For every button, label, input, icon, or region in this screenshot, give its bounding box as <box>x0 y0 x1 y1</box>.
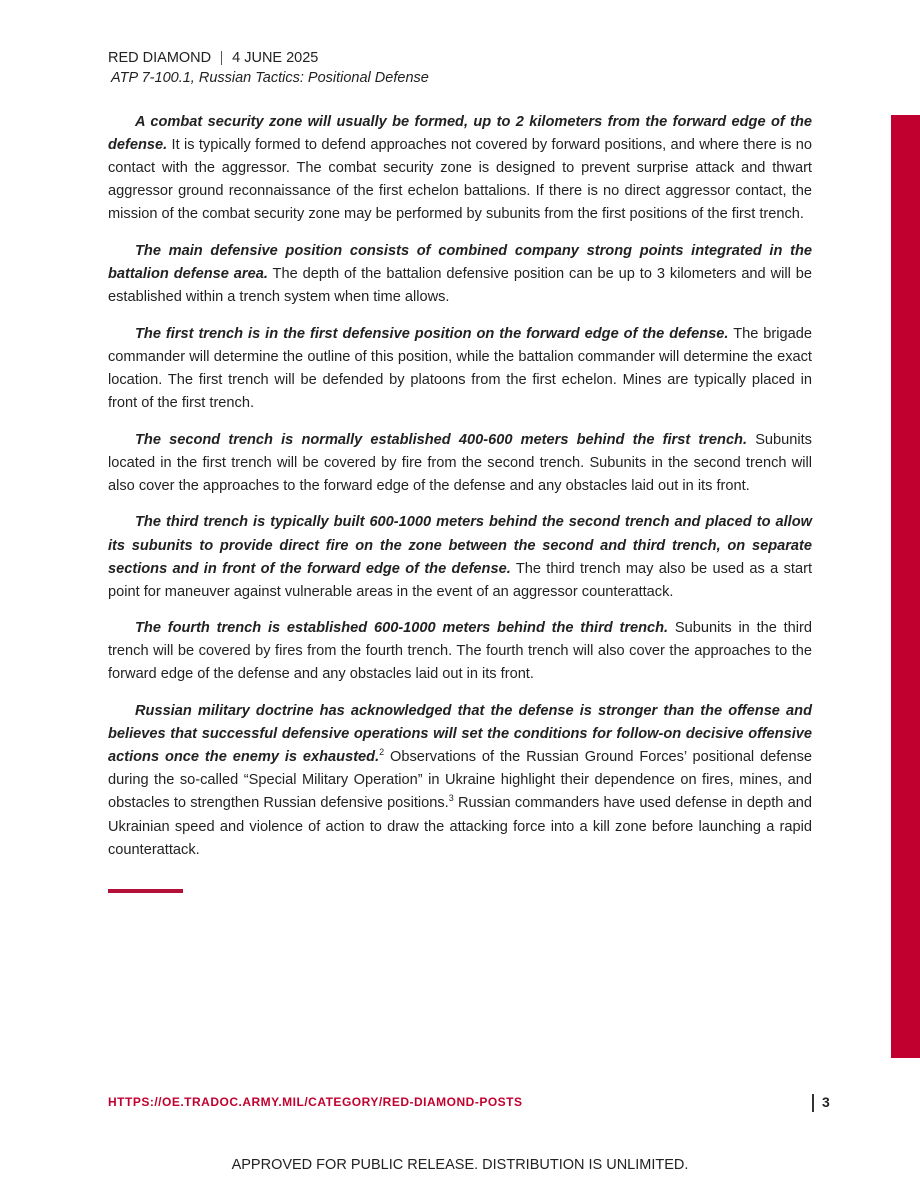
article-body <box>108 111 812 875</box>
paragraph-main-defensive-position <box>108 240 812 309</box>
footnote-ref-2[interactable]: 2 <box>379 747 385 758</box>
paragraph-lead: The second trench is normally established 400-600 meters behind the first trench. <box>135 431 748 448</box>
paragraph-combat-security-zone <box>108 111 812 226</box>
paragraph-text-continued: Russian commanders have used defense in depth and Ukrainian speed and violence of action to draw the attacking force into a kill zone before launching a rapid counterattack. <box>108 795 812 858</box>
header-row <box>108 48 429 68</box>
side-accent-bar <box>891 115 920 1058</box>
page-number-separator <box>812 1094 814 1112</box>
paragraph-third-trench <box>108 511 812 603</box>
paragraph-text: The depth of the battalion defensive position can be up to 3 kilometers and will be established within a trench system when time allows. <box>108 266 812 306</box>
paragraph-text: It is typically formed to defend approaches not covered by forward positions, and where there is no contact with the aggressor. The combat security zone is designed to prevent surprise attack and thwart aggressor ground reconnaissance of the first echelon battalions. If there is no direct aggressor contact, the mission of the combat security zone may be performed by subunits from the first positions of the first trench. <box>108 137 812 223</box>
section-end-rule <box>108 889 183 893</box>
header-separator <box>221 51 222 65</box>
paragraph-text: Subunits located in the first trench will be covered by fire from the second trench. Subunits in the second trench will also cover the approaches to the forward edge of the defense and any obstacles laid out in its front. <box>108 431 812 494</box>
paragraph-russian-doctrine <box>108 700 812 862</box>
document-subtitle: ATP 7-100.1, Russian Tactics: Positional Defense <box>111 70 429 87</box>
paragraph-text: Subunits in the third trench will be covered by fires from the fourth trench. The fourth trench will also cover the approaches to the forward edge of the defense and any obstacles laid out in its front. <box>108 620 813 683</box>
publication-date: 4 JUNE 2025 <box>232 50 319 67</box>
paragraph-text: Observations of the Russian Ground Forces’ positional defense during the so-called “Special Military Operation” in Ukraine highlight their dependence on fires, mines, and obstacles to strengthen Russian defensive positions. <box>108 749 813 812</box>
paragraph-lead: The third trench is typically built 600-1000 meters behind the second trench and placed to allow its subunits to provide direct fire on the zone between the second and third trench, on separate sections and in front of the forward edge of the defense. <box>108 514 812 577</box>
publication-name: RED DIAMOND <box>108 50 212 67</box>
footnote-ref-3[interactable]: 3 <box>448 793 454 804</box>
paragraph-lead: Russian military doctrine has acknowledged that the defense is stronger than the offense and believes that successful defensive operations will set the conditions for follow-on decisive offensive actions once the enemy is exhausted. <box>108 703 812 766</box>
paragraph-second-trench <box>108 429 812 498</box>
release-statement: APPROVED FOR PUBLIC RELEASE. DISTRIBUTION IS UNLIMITED. <box>231 1157 689 1173</box>
paragraph-lead: The fourth trench is established 600-1000 meters behind the third trench. <box>135 620 669 637</box>
footer-url-link[interactable]: HTTPS://OE.TRADOC.ARMY.MIL/CATEGORY/RED-DIAMOND-POSTS <box>108 1095 523 1109</box>
paragraph-lead: The main defensive position consists of combined company strong points integrated in the battalion defense area. <box>108 242 812 283</box>
paragraph-fourth-trench <box>108 617 812 686</box>
paragraph-text: The third trench may also be used as a start point for maneuver against vulnerable areas in the event of an aggressor counterattack. <box>108 560 812 600</box>
paragraph-text: The brigade commander will determine the outline of this position, while the battalion commander will determine the exact location. The first trench will be defended by platoons from the first echelon. Mines are typically placed in front of the first trench. <box>108 325 812 412</box>
page-number: 3 <box>822 1094 830 1110</box>
paragraph-first-trench <box>108 323 812 415</box>
paragraph-lead: A combat security zone will usually be formed, up to 2 kilometers from the forward edge of the defense. <box>108 114 812 154</box>
page-header <box>108 48 429 88</box>
paragraph-lead: The first trench is in the first defensive position on the forward edge of the defense. <box>135 325 729 342</box>
